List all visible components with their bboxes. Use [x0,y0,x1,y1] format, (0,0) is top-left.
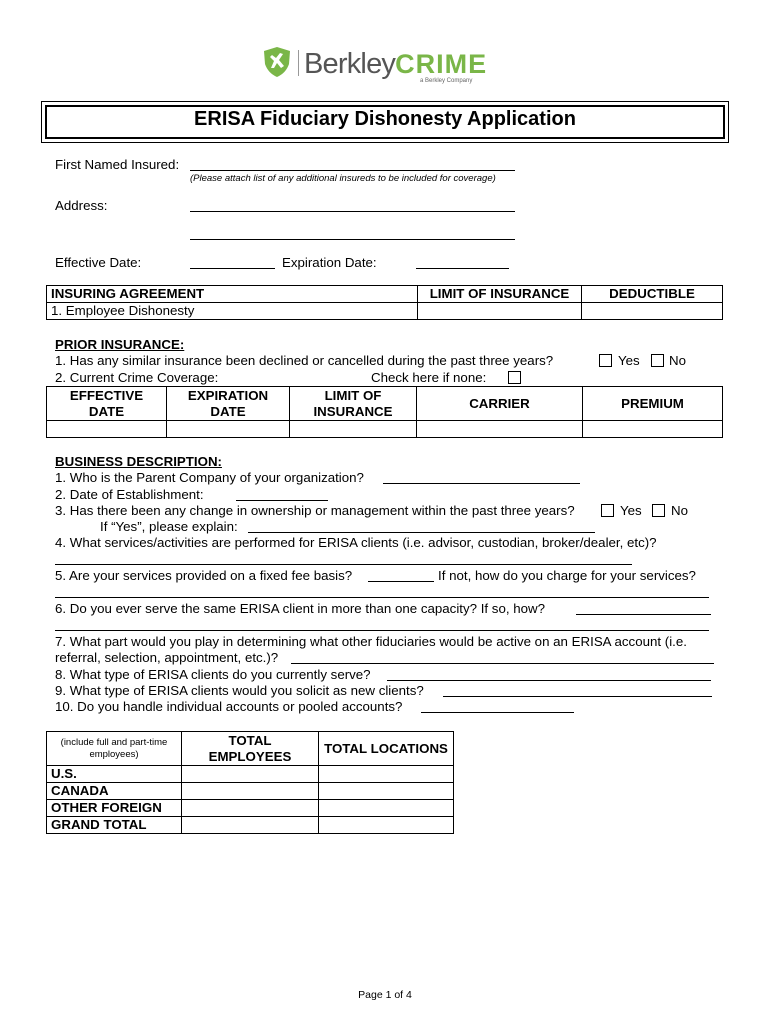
logo-brand-right: CRIME [395,49,488,79]
berkley-crime-logo [262,44,502,86]
limit-of-insurance-header: LIMIT OF INSURANCE [290,387,417,421]
us-employees-cell[interactable] [182,766,319,783]
prior-q1: 1. Has any similar insurance been declined or cancelled during the past three years? [55,353,554,368]
prior-limit-cell[interactable] [290,421,417,438]
insuring-agreement-table [46,285,723,320]
business-q9: 9. What type of ERISA clients would you solicit as new clients? [55,683,424,698]
business-q7a: 7. What part would you play in determining what other fiduciaries would be active on an ERISA account (i.e. [55,634,687,649]
expiration-date-label: Expiration Date: [282,255,377,270]
prior-premium-cell[interactable] [583,421,723,438]
title-box [41,101,729,143]
business-q6-answer-field[interactable] [55,630,709,631]
row-other-foreign-label: OTHER FOREIGN [47,800,182,817]
business-q8-answer-field[interactable] [387,680,711,681]
logo-tagline: a Berkley Company [420,78,473,84]
employee-dishonesty-row: 1. Employee Dishonesty [47,303,418,320]
business-q5-answer-field[interactable] [55,597,709,598]
page-number: Page 1 of 4 [358,989,412,1001]
canada-employees-cell[interactable] [182,783,319,800]
business-q4: 4. What services/activities are performed for ERISA clients (i.e. advisor, custodian, broker/dealer, etc)? [55,535,657,550]
row-grand-total-label: GRAND TOTAL [47,817,182,834]
page-title: ERISA Fiduciary Dishonesty Application [194,108,576,130]
business-q5b: If not, how do you charge for your services? [438,568,696,583]
business-q10: 10. Do you handle individual accounts or pooled accounts? [55,699,403,714]
business-q10-answer-field[interactable] [421,712,574,713]
first-named-insured-label: First Named Insured: [55,157,180,172]
business-q1: 1. Who is the Parent Company of your organization? [55,470,364,485]
business-q7b: referral, selection, appointment, etc.)? [55,650,279,665]
premium-header: PREMIUM [583,387,723,421]
business-q3-explain-label: If “Yes”, please explain: [100,519,238,534]
prior-coverage-table [46,386,723,438]
none-checkbox[interactable] [508,371,521,384]
us-locations-cell[interactable] [319,766,454,783]
parent-company-field[interactable] [383,483,580,484]
business-q7-answer-field[interactable] [291,663,714,664]
shield-logo-icon [262,46,292,78]
deductible-header: DEDUCTIBLE [582,286,723,303]
grand-total-locations-cell[interactable] [319,817,454,834]
prior-q1-yes-label: Yes [618,353,640,368]
business-q4-answer-field[interactable] [55,564,632,565]
business-q3-no-checkbox[interactable] [652,504,665,517]
date-established-field[interactable] [236,500,328,501]
effective-date-field[interactable] [190,268,275,269]
prior-q1-yes-checkbox[interactable] [599,354,612,367]
employees-note: (include full and part-time employees) [47,732,182,766]
logo-brand-left: Berkley [304,48,396,80]
prior-expiration-cell[interactable] [167,421,290,438]
expiration-date-field[interactable] [416,268,509,269]
business-q5a: 5. Are your services provided on a fixed fee basis? [55,568,353,583]
row-canada-label: CANADA [47,783,182,800]
business-q3-yes-checkbox[interactable] [601,504,614,517]
business-q8: 8. What type of ERISA clients do you currently serve? [55,667,371,682]
business-q6-inline-field[interactable] [576,614,711,615]
check-if-none-label: Check here if none: [371,370,487,385]
address-label: Address: [55,198,108,213]
row-us-label: U.S. [47,766,182,783]
logo-divider [298,50,299,76]
total-employees-header: TOTAL EMPLOYEES [182,732,319,766]
prior-q2: 2. Current Crime Coverage: [55,370,219,385]
total-locations-header: TOTAL LOCATIONS [319,732,454,766]
grand-total-employees-cell[interactable] [182,817,319,834]
insuring-agreement-header: INSURING AGREEMENT [47,286,418,303]
prior-insurance-heading: PRIOR INSURANCE: [55,337,185,352]
first-named-insured-field[interactable] [190,170,515,171]
prior-carrier-cell[interactable] [417,421,583,438]
prior-q1-no-checkbox[interactable] [651,354,664,367]
limit-header: LIMIT OF INSURANCE [418,286,582,303]
canada-locations-cell[interactable] [319,783,454,800]
business-q3-yes-label: Yes [620,503,642,518]
expiration-date-header: EXPIRATION DATE [167,387,290,421]
employee-dishonesty-limit-cell[interactable] [418,303,582,320]
other-foreign-locations-cell[interactable] [319,800,454,817]
employees-locations-table [46,731,454,834]
address-field-2[interactable] [190,239,515,240]
prior-q1-no-label: No [669,353,686,368]
prior-effective-cell[interactable] [47,421,167,438]
business-q3-no-label: No [671,503,688,518]
employee-dishonesty-deductible-cell[interactable] [582,303,723,320]
business-description-heading: BUSINESS DESCRIPTION: [55,454,222,469]
business-q9-answer-field[interactable] [443,696,712,697]
business-q6: 6. Do you ever serve the same ERISA client in more than one capacity? If so, how? [55,601,546,616]
effective-date-label: Effective Date: [55,255,142,270]
business-q2: 2. Date of Establishment: [55,487,204,502]
business-q3-explain-field[interactable] [248,532,595,533]
logo-wordmark [304,48,487,81]
business-q3: 3. Has there been any change in ownership or management within the past three years? [55,503,575,518]
fixed-fee-field[interactable] [368,581,434,582]
address-field-1[interactable] [190,211,515,212]
other-foreign-employees-cell[interactable] [182,800,319,817]
carrier-header: CARRIER [417,387,583,421]
attach-note: (Please attach list of any additional insureds to be included for coverage) [190,173,496,184]
effective-date-header: EFFECTIVE DATE [47,387,167,421]
